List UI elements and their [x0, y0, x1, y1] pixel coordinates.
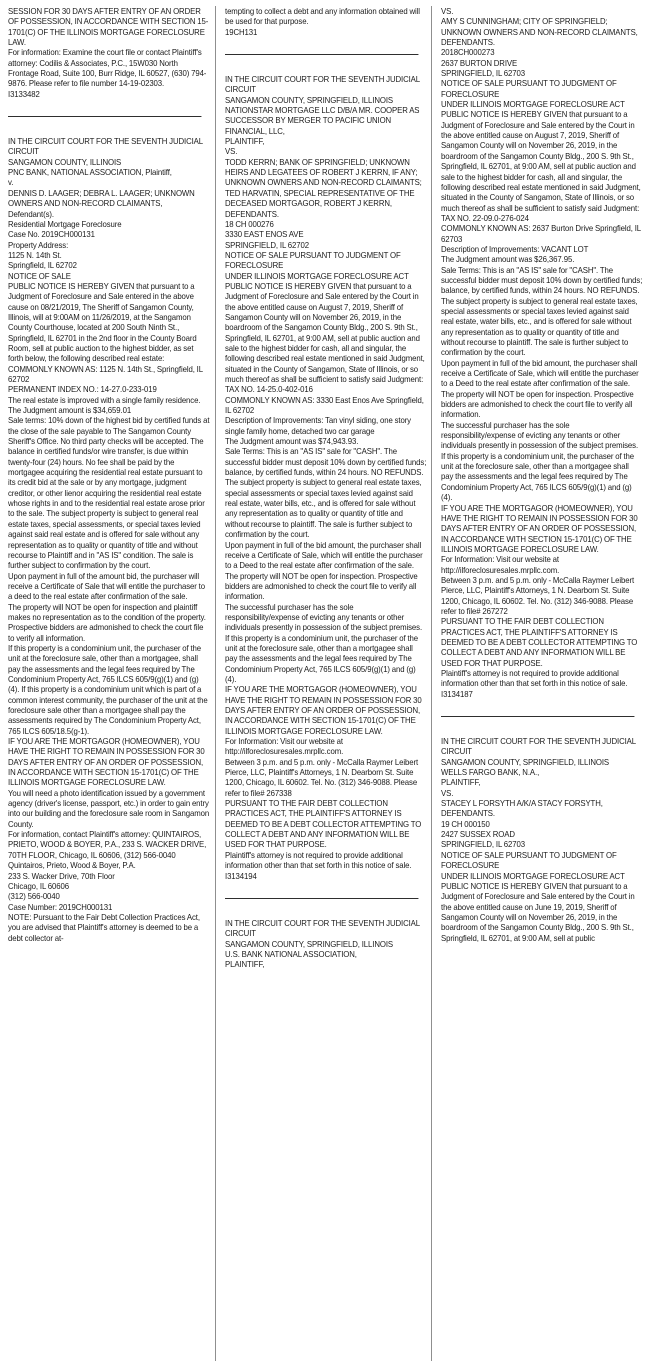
notice-line: SANGAMON COUNTY, SPRINGFIELD, ILLINOIS	[224, 94, 393, 105]
notice-line: The subject property is subject to general real estate taxes, special assessments or special taxes levied against said real estate, water bills, etc., and is offered for sale without any representation as to quality or quantity of title and without recourse to plaintiff. The sale is further subject to confirmation by the court.	[224, 477, 422, 540]
notice-divider	[8, 116, 202, 117]
notice-line: COMMONLY KNOWN AS: 3330 East Enos Ave Springfield, IL 62702	[224, 394, 424, 416]
notice-line: 233 S. Wacker Drive, 70th Floor	[8, 870, 115, 881]
legal-notice	[225, 6, 427, 37]
notice-divider	[225, 898, 419, 899]
notice-line: PLAINTIFF,	[441, 777, 481, 788]
notice-line: UNDER ILLINOIS MORTGAGE FORECLOSURE ACT	[224, 270, 409, 281]
notice-line: If this property is a condominium unit, the purchaser of the unit at the foreclosure sale, other than a mortgagee, shall pay the assessments and the legal fees required by The Condominium Property Act, 765 ILCS 605/9(g)(1) and (g)(4). If this property is a condominium unit which is part of a common interest community, the purchaser of the unit at the foreclosure sale other than a mortgagee shall pay the assessments required by The Condominium Property Act, 765 ILCS 605/18.5(g-1).	[8, 642, 208, 736]
notice-line: COMMONLY KNOWN AS: 2637 Burton Drive Springfield, IL 62703	[441, 223, 642, 244]
notice-line: The Judgment amount is $34,659.01	[8, 405, 132, 416]
notice-line: SESSION FOR 30 DAYS AFTER ENTRY OF AN ORDER OF POSSESSION, IN ACCORDANCE WITH SECTION 15-1701(C) OF THE ILLINOIS MORTGAGE FORECLOSURE LAW.	[8, 6, 209, 48]
notice-line: VS.	[224, 146, 237, 157]
notice-line: Upon payment in full of the bid amount, the purchaser shall receive a Certificate of Sale, which will entitle the purchaser to a Deed to the real estate after confirmation of the sale.	[441, 357, 640, 389]
notice-line: Case Number: 2019CH000131	[8, 901, 113, 912]
notice-line: Chicago, IL 60606	[8, 880, 69, 891]
notice-line: VS.	[441, 6, 454, 16]
notice-line: U.S. BANK NATIONAL ASSOCIATION,	[224, 948, 357, 959]
notice-line: Residential Mortgage Foreclosure	[8, 218, 122, 229]
notice-line: (312) 566-0040	[8, 891, 60, 902]
notice-line: IN THE CIRCUIT COURT FOR THE SEVENTH JUDICIAL CIRCUIT	[441, 736, 637, 757]
notice-line: 2018CH000273	[441, 47, 495, 58]
notice-line: VS.	[441, 787, 454, 798]
notice-line: You will need a photo identification issued by a government agency (driver's license, passport, etc.) in order to gain entry into our building and the foreclosure sale room in Sangamon County.	[8, 787, 210, 829]
notice-line: DENNIS D. LAAGER; DEBRA L. LAAGER; UNKNOWN OWNERS AND NON-RECORD CLAIMANTS, Defendant(s).	[8, 187, 195, 219]
notice-line: For information: Examine the court file or contact Plaintiff's attorney: Codilis & Associates, P.C., 15W030 North Frontage Road, Suite 100, Burr Ridge, IL 60527, (630) 794-9876. Please refer to file number 14-19-02303.	[8, 47, 207, 89]
notice-line: The property will NOT be open for inspection. Prospective bidders are admonished to check the court file to verify all information.	[441, 388, 634, 420]
notice-line: TAX NO. 14-25.0-402-016	[224, 384, 313, 395]
notice-line: Plaintiff's attorney is not required to provide additional information other than that set forth in this notice of sale.	[224, 849, 412, 871]
notice-line: Quintairos, Prieto, Wood & Boyer, P.A.	[8, 860, 136, 871]
notice-line: PLAINTIFF,	[224, 136, 264, 147]
notice-line: PNC BANK, NATIONAL ASSOCIATION, Plaintiff,	[8, 167, 172, 178]
notice-line: NOTICE OF SALE PURSUANT TO JUDGMENT OF FORECLOSURE	[441, 78, 618, 99]
notice-line: COMMONLY KNOWN AS: 1125 N. 14th St., Springfield, IL 62702	[8, 363, 203, 384]
notice-line: 19CH131	[224, 26, 257, 37]
notice-line: I3133482	[8, 88, 40, 99]
notice-line: I3134187	[441, 688, 474, 699]
notice-line: AMY S CUNNINGHAM; CITY OF SPRINGFIELD; UNKNOWN OWNERS AND NON-RECORD CLAIMANTS,	[441, 16, 639, 37]
notice-line: WELLS FARGO BANK, N.A.,	[441, 767, 540, 778]
notice-line: For Information: Visit our website at http://ilforeclosuresales.mrpllc.com.	[224, 736, 343, 757]
notice-line: SPRINGFIELD, IL 62702	[224, 239, 309, 250]
notice-line: 1125 N. 14th St.	[8, 249, 62, 260]
notice-line: IF YOU ARE THE MORTGAGOR (HOMEOWNER), YOU HAVE THE RIGHT TO REMAIN IN POSSESSION FOR 30 DAYS AFTER ENTRY OF AN ORDER OF POSSESSION, IN ACCORDANCE WITH SECTION 15-1701(C) OF THE ILLINOIS MORTGAGE FORECLOSURE LAW.	[8, 736, 205, 788]
notice-line: SANGAMON COUNTY, SPRINGFIELD, ILLINOIS	[441, 756, 610, 767]
notice-line: NOTE: Pursuant to the Fair Debt Collection Practices Act, you are advised that Plaintiff's attorney is deemed to be a debt collector at-	[8, 911, 200, 943]
notice-line: Sale Terms: This is an "AS IS" sale for "CASH". The successful bidder must deposit 10% down by certified funds; balance, by certified funds, within 24 hours. NO REFUNDS.	[224, 446, 426, 478]
notice-line: IN THE CIRCUIT COURT FOR THE SEVENTH JUDICIAL CIRCUIT	[8, 136, 203, 157]
notice-line: 18 CH 000276	[224, 218, 274, 229]
notice-line: 3330 EAST ENOS AVE	[224, 229, 304, 240]
notice-line: The Judgment amount was $74,943.93.	[224, 436, 358, 447]
legal-notice	[8, 136, 210, 943]
notice-line: PUBLIC NOTICE IS HEREBY GIVEN that pursuant to a Judgment of Foreclosure and Sale entered by the Court in the above entitled cause on August 7, 2019, Sheriff of Sangamon County will on November 26, 2019, in the boardroom of the Sangamon County Bldg., 200 S. 9th St., Springfield, IL 62701, at 9:00 AM, sell at public auction and sale to the highest bidder for cash, all and singular, the following described real estate mentioned in said Judgment, situated in the County of Sangamon, State of Illinois, or so much thereof as shall be sufficient to satisfy said Judgment:	[224, 280, 425, 384]
notice-line: TODD KERRN; BANK OF SPRINGFIELD; UNKNOWN HEIRS AND LEGATEES OF ROBERT J KERRN, IF ANY; UNKNOWN OWNERS AND NON-RECORD CLAIMANTS; TED HARVATIN, SPECIAL REPRESENTATIVE OF THE DECEASED MORTGAGOR, ROBERT J KERRN,	[224, 156, 422, 209]
notice-line: DEFENDANTS.	[441, 37, 496, 48]
notice-line: SANGAMON COUNTY, ILLINOIS	[8, 156, 122, 167]
notice-line: UNDER ILLINOIS MORTGAGE FORECLOSURE ACT	[441, 99, 626, 110]
notice-line: Upon payment in full of the bid amount, the purchaser shall receive a Certificate of Sale, which will entitle the purchaser to a Deed to the real estate after confirmation of the sale.	[224, 539, 423, 571]
notice-line: NOTICE OF SALE	[8, 270, 71, 281]
notice-line: Description of Improvements: VACANT LOT	[441, 243, 589, 254]
notice-line: For information, contact Plaintiff's attorney: QUINTAIROS, PRIETO, WOOD & BOYER, P.A., 233 S. WACKER DRIVE, 70TH FLOOR, Chicago, IL 60606, (312) 566-0040	[8, 829, 207, 860]
newsprint-column-1	[8, 6, 215, 1361]
column-3-content	[441, 6, 643, 943]
notice-line: The real estate is improved with a single family residence.	[8, 394, 201, 405]
notice-line: The property will NOT be open for inspection. Prospective bidders are admonished to check the court file to verify all information.	[224, 570, 418, 602]
notice-line: The property will NOT be open for inspection and plaintiff makes no representation as to the condition of the property. Prospective bidders are admonished to check the court file to verify all information.	[8, 601, 206, 643]
notice-line: PERMANENT INDEX NO.: 14-27.0-233-019	[8, 384, 157, 395]
column-2-content	[225, 6, 427, 970]
newsprint-column-3	[431, 6, 648, 1361]
notice-divider	[441, 716, 635, 717]
legal-notice	[441, 6, 643, 699]
notice-line: 19 CH 000150	[441, 818, 491, 829]
notice-line: If this property is a condominium unit, the purchaser of the unit at the foreclosure sale, other than a mortgagee shall pay the assessments and the legal fees required by The Condominium Property Act, 765 ILCS 605/9(g)(1) and (g)(4).	[441, 450, 635, 503]
notice-line: Plaintiff's attorney is not required to provide additional information other than that set forth in this notice of sale.	[441, 668, 628, 689]
notice-line: UNDER ILLINOIS MORTGAGE FORECLOSURE ACT	[441, 870, 626, 881]
notice-line: The subject property is subject to general real estate taxes, special assessments or special taxes levied against said real estate, water bills, etc., and is offered for sale without any representation as to quality or quantity of title and without recourse to plaintiff. The sale is further subject to confirmation by the court.	[441, 295, 638, 358]
notice-line: DEFENDANTS.	[224, 208, 279, 219]
notice-line: TAX NO. 22-09.0-276-024	[441, 212, 530, 223]
legal-notice	[441, 736, 643, 943]
notice-line: Sale Terms: This is an "AS IS" sale for "CASH". The successful bidder must deposit 10% down by certified funds; balance, by certified funds, within 24 hours. NO REFUNDS.	[441, 264, 643, 296]
legal-notice	[225, 74, 427, 881]
notice-line: PUBLIC NOTICE IS HEREBY GIVEN that pursuant to a Judgment of Foreclosure and Sale entered in the above cause on 08/21/2019, The Sheriff of Sangamon County, Illinois, will at 9:00AM on 11/26/2019, at the Sangamon County Courthouse, located at 200 South Ninth St., Springfield, IL 62701 in the 2nd floor in the County Board Room, sell at public auction to the highest bidder, as set forth below, the following described real estate:	[8, 280, 197, 364]
notice-line: Sale terms: 10% down of the highest bid by certified funds at the close of the sale payable to The Sangamon County Sheriff's Office. No third party checks will be accepted. The balance in certified funds/or wire transfer, is due within twenty-four (24) hours. No fee shall be paid by the mortgagee acquiring the residential real estate pursuant to its credit bid at the sale or by any mortgage, judgment creditor, or other lienor acquiring the residential real estate whose rights in and to the residential real estate arose prior to the sale. The subject property is subject to general real estate taxes, special assessments, or special taxes levied against said real estate and is offered for sale without any representation as to quality or quantity of title and without recourse to Plaintiff and in "AS IS" condition. The sale is further subject to confirmation by the court.	[8, 415, 210, 571]
notice-line: v.	[8, 177, 14, 188]
notice-line: PURSUANT TO THE FAIR DEBT COLLECTION PRACTICES ACT, THE PLAINTIFF'S ATTORNEY IS DEEMED TO BE A DEBT COLLECTOR ATTEMPTING TO COLLECT A DEBT AND ANY INFORMATION WILL BE USED FOR THAT PURPOSE.	[441, 616, 638, 668]
notice-line: Property Address:	[8, 239, 69, 250]
notice-line: If this property is a condominium unit, the purchaser of the unit at the foreclosure sale, other than a mortgagee shall pay the assessments and the legal fees required by The Condominium Property Act, 765 ILCS 605/9(g)(1) and (g)(4).	[224, 632, 418, 684]
notice-line: PUBLIC NOTICE IS HEREBY GIVEN that pursuant to a Judgment of Foreclosure and Sale entered by the Court in the above entitled cause on August 7, 2019, Sheriff of Sangamon County will on November 26, 2019, in the boardroom of the Sangamon County Bldg., 200 S. 9th St., Springfield, IL 62701, at 9:00 AM, sell at public auction and sale to the highest bidder for cash, all and singular, the following described real estate mentioned in said Judgment, situated in the County of Sangamon, State of Illinois, or so much thereof as shall be sufficient to satisfy said Judgment:	[441, 109, 642, 213]
notice-line: NOTICE OF SALE PURSUANT TO JUDGMENT OF FORECLOSURE	[441, 849, 618, 871]
notice-line: SPRINGFIELD, IL 62703	[441, 839, 526, 850]
notice-line: Between 3 p.m. and 5 p.m. only - McCalla Raymer Leibert Pierce, LLC, Plaintiff's Attorneys, 1 N. Dearborn St. Suite 1200, Chicago, IL 60602. Tel. No. (312) 346-9088. Please refer to file# 267338	[224, 756, 418, 798]
notice-line: Description of Improvements: Tan vinyl siding, one story single family home, detached two car garage	[224, 415, 411, 436]
notice-line: The Judgment amount was $26,367.95.	[441, 254, 575, 265]
notice-divider	[225, 54, 419, 55]
notice-line: Between 3 p.m. and 5 p.m. only - McCalla Raymer Leibert Pierce, LLC, Plaintiff's Attorneys, 1 N. Dearborn St. Suite 1200, Chicago, IL 60602. Tel. No. (312) 346-9088. Please refer to file# 267272	[441, 574, 635, 616]
notice-line: PUBLIC NOTICE IS HEREBY GIVEN that pursuant to a Judgment of Foreclosure and Sale entered by the Court in the above entitled cause on June 19, 2019, Sheriff of Sangamon County will on November 26, 2019, in the boardroom of the Sangamon County Bldg., 200 S. 9th St., Springfield, IL 62701, at 9:00 AM, sell at public	[441, 880, 635, 943]
notice-line: NATIONSTAR MORTGAGE LLC D/B/A MR. COOPER AS SUCCESSOR BY MERGER TO PACIFIC UNION FINANCIAL, LLC,	[224, 105, 420, 136]
notice-line: 2427 SUSSEX ROAD	[441, 829, 516, 840]
notice-line: IN THE CIRCUIT COURT FOR THE SEVENTH JUDICIAL CIRCUIT	[224, 917, 420, 939]
notice-line: Upon payment in full of the amount bid, the purchaser will receive a Certificate of Sale that will entitle the purchaser to a deed to the real estate after confirmation of the sale.	[8, 570, 205, 602]
legal-notice	[225, 918, 427, 970]
notice-line: I3134194	[224, 870, 257, 881]
notice-line: SANGAMON COUNTY, SPRINGFIELD, ILLINOIS	[224, 938, 393, 949]
notice-line: tempting to collect a debt and any information obtained will be used for that purpose.	[224, 6, 420, 27]
notice-line: For Information: Visit our website at http://ilforeclosuresales.mrpllc.com.	[441, 554, 560, 575]
notice-line: IN THE CIRCUIT COURT FOR THE SEVENTH JUDICIAL CIRCUIT	[224, 74, 420, 95]
notice-line: The successful purchaser has the sole responsibility/expense of evicting any tenants or other individuals presently in possession of the subject premises.	[441, 419, 639, 451]
notice-line: Case No. 2019CH000131	[8, 229, 95, 240]
newsprint-column-2	[215, 6, 432, 1361]
notice-line: PURSUANT TO THE FAIR DEBT COLLECTION PRACTICES ACT, THE PLAINTIFF'S ATTORNEY IS DEEMED TO BE A DEBT COLLECTOR ATTEMPTING TO COLLECT A DEBT AND ANY INFORMATION WILL BE USED FOR THAT PURPOSE.	[224, 798, 421, 850]
notice-line: IF YOU ARE THE MORTGAGOR (HOMEOWNER), YOU HAVE THE RIGHT TO REMAIN IN POSSESSION FOR 30 DAYS AFTER ENTRY OF AN ORDER OF POSSESSION, IN ACCORDANCE WITH SECTION 15-1701(C) OF THE ILLINOIS MORTGAGE FORECLOSURE LAW.	[441, 502, 638, 554]
notice-line: IF YOU ARE THE MORTGAGOR (HOMEOWNER), YOU HAVE THE RIGHT TO REMAIN IN POSSESSION FOR 30 DAYS AFTER ENTRY OF AN ORDER OF POSSESSION, IN ACCORDANCE WITH SECTION 15-1701(C) OF THE ILLINOIS MORTGAGE FORECLOSURE LAW.	[224, 684, 422, 736]
notice-line: STACEY L FORSYTH A/K/A STACY FORSYTH,	[441, 798, 604, 809]
notice-line: PLAINTIFF,	[224, 959, 264, 970]
column-1-content	[8, 6, 210, 943]
notice-line: 2637 BURTON DRIVE	[441, 57, 518, 68]
notice-line: DEFENDANTS.	[441, 808, 496, 819]
notice-line: NOTICE OF SALE PURSUANT TO JUDGMENT OF FORECLOSURE	[224, 249, 401, 271]
notice-line: Springfield, IL 62702	[8, 260, 77, 271]
notice-line: SPRINGFIELD, IL 62703	[441, 68, 526, 79]
legal-notice	[8, 6, 210, 99]
notice-line: The successful purchaser has the sole responsibility/expense of evicting any tenants or other individuals presently in possession of the subject premises.	[224, 601, 422, 633]
